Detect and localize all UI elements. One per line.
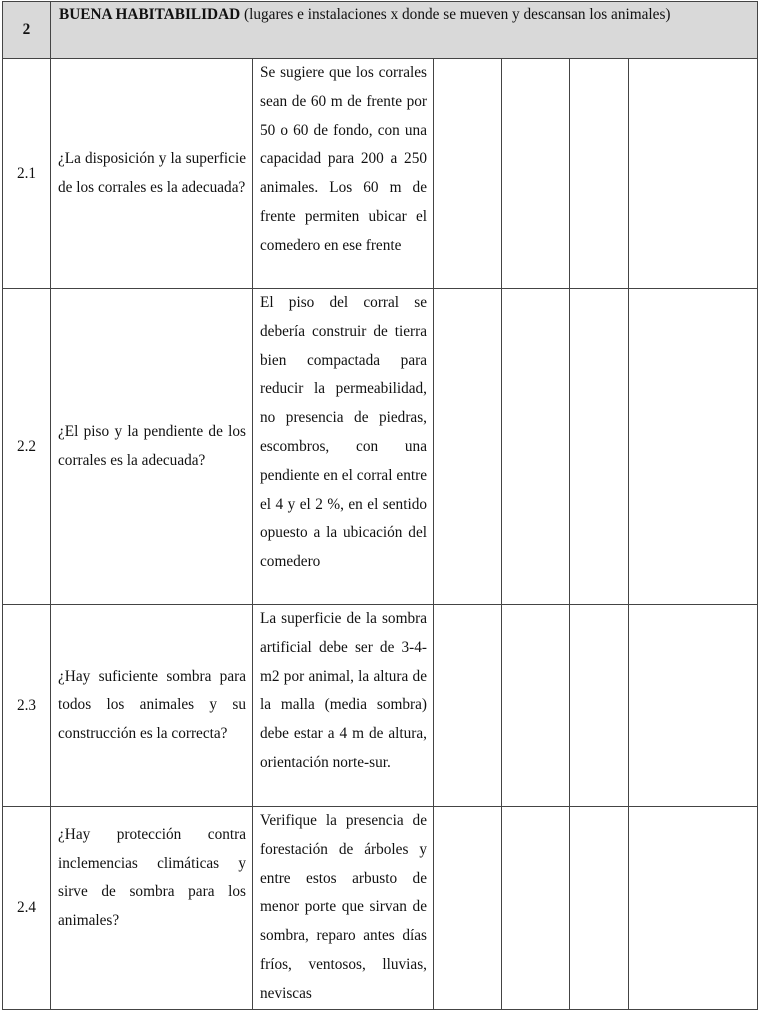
empty-cell (629, 605, 758, 807)
empty-cell (434, 605, 502, 807)
empty-cell (629, 807, 758, 1010)
item-question: ¿Hay suficiente sombra para todos los animales y su construcción es la correcta? (51, 605, 253, 807)
empty-cell (502, 605, 570, 807)
item-question: ¿La disposición y la superficie de los corrales es la adecuada? (51, 59, 253, 289)
item-criterion: Se sugiere que los corrales sean de 60 m de frente por 50 o 60 de fondo, con una capacidad para 200 a 250 animales. Los 60 m de frente permiten ubicar el comedero en ese frente (253, 59, 434, 289)
item-question: ¿Hay protección contra inclemencias climáticas y sirve de sombra para los animales? (51, 807, 253, 1010)
empty-cell (570, 289, 629, 605)
section-number: 2 (3, 2, 51, 59)
empty-cell (502, 289, 570, 605)
section-title (51, 2, 758, 59)
empty-cell (570, 807, 629, 1010)
table-row (3, 605, 758, 807)
item-number: 2.1 (3, 59, 51, 289)
table-row (3, 59, 758, 289)
empty-cell (570, 605, 629, 807)
item-number: 2.2 (3, 289, 51, 605)
empty-cell (502, 807, 570, 1010)
empty-cell (502, 59, 570, 289)
checklist-table (2, 1, 758, 1010)
section-header-row (3, 2, 758, 59)
item-criterion: El piso del corral se debería construir de tierra bien compactada para reducir la permeabilidad, no presencia de piedras, escombros, con una pendiente en el corral entre el 4 y el 2 %, en el sentido opuesto a la ubicación del comedero (253, 289, 434, 605)
table-row (3, 807, 758, 1010)
item-criterion: Verifique la presencia de forestación de árboles y entre estos arbusto de menor porte que sirvan de sombra, reparo antes días fríos, ventosos, lluvias, neviscas (253, 807, 434, 1010)
empty-cell (434, 289, 502, 605)
section-title-rest: (lugares e instalaciones x donde se mueven y descansan los animales) (240, 6, 671, 23)
empty-cell (434, 807, 502, 1010)
empty-cell (629, 289, 758, 605)
table-row (3, 289, 758, 605)
empty-cell (570, 59, 629, 289)
item-question: ¿El piso y la pendiente de los corrales es la adecuada? (51, 289, 253, 605)
empty-cell (434, 59, 502, 289)
item-number: 2.4 (3, 807, 51, 1010)
empty-cell (629, 59, 758, 289)
item-criterion: La superficie de la sombra artificial debe ser de 3-4-m2 por animal, la altura de la malla (media sombra) debe estar a 4 m de altura, orientación norte-sur. (253, 605, 434, 807)
item-number: 2.3 (3, 605, 51, 807)
section-title-bold: BUENA HABITABILIDAD (59, 6, 241, 23)
